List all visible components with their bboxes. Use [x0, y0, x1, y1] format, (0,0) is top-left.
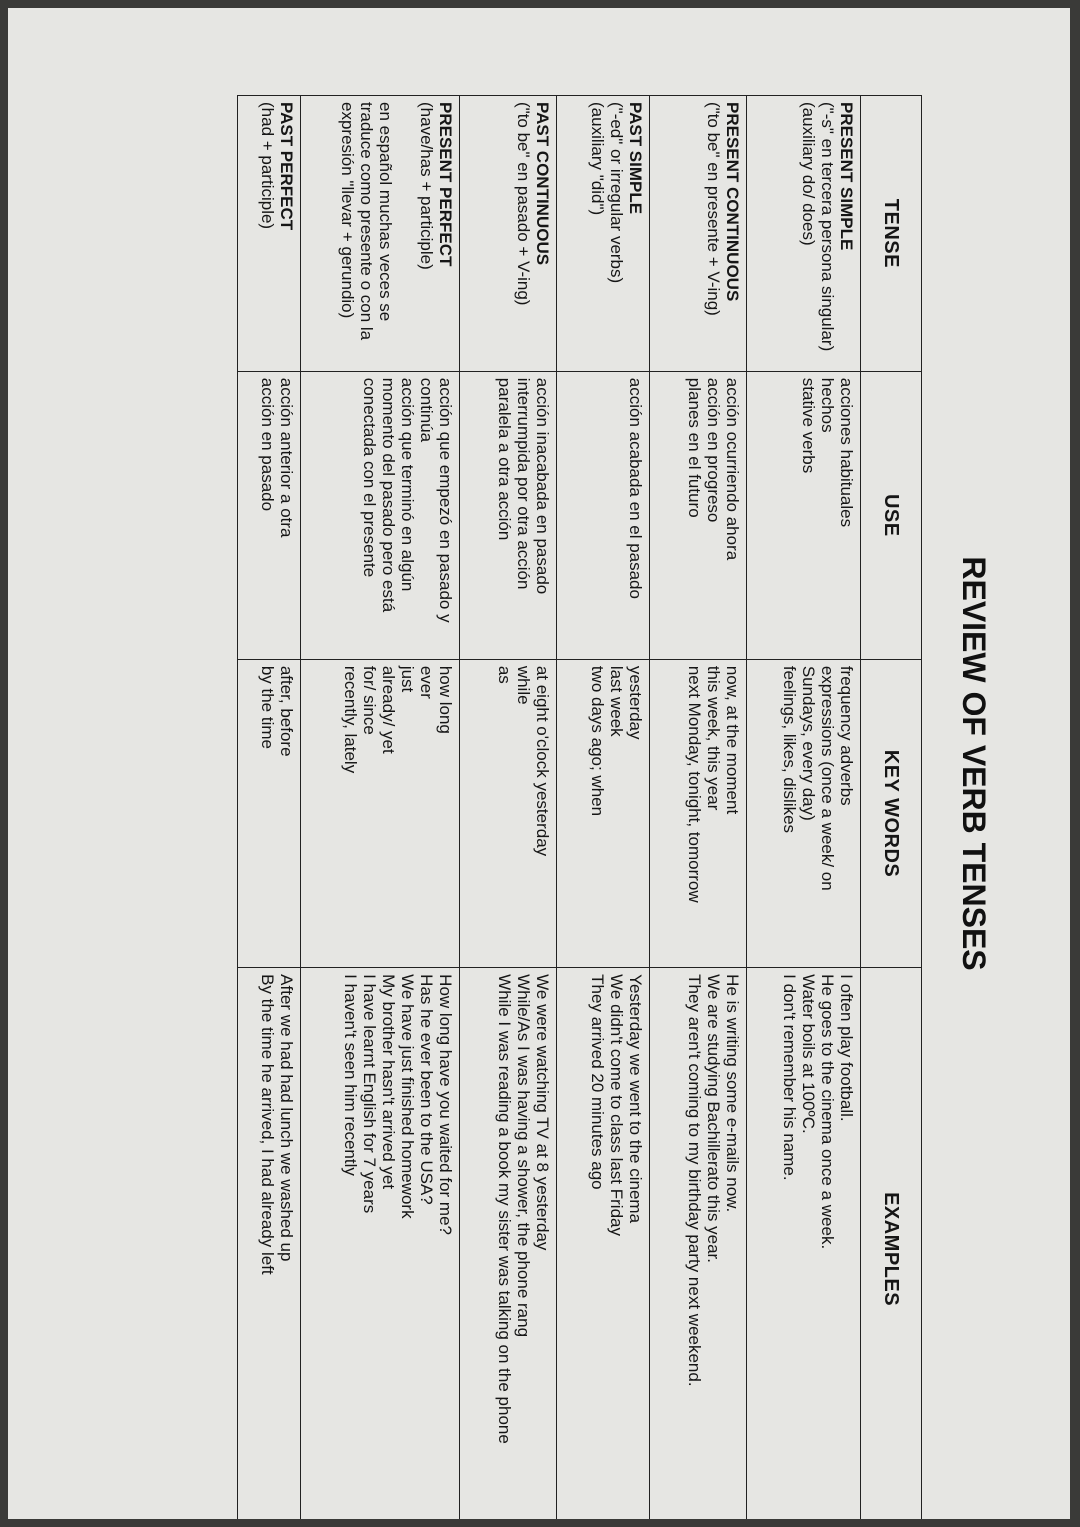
- example-line: He goes to the cinema once a week.: [818, 974, 837, 1250]
- key-word-line: next Monday, tonight, tomorrow: [685, 665, 704, 903]
- use-line: interrumpida por otra acción: [514, 377, 533, 590]
- examples-cell: [238, 968, 301, 1519]
- use-line: planes en el futuro: [685, 377, 704, 518]
- tense-cell: [301, 96, 460, 372]
- key-word-line: as: [495, 665, 514, 684]
- tense-note: (auxiliary do/ does): [799, 102, 818, 246]
- use-line: paralela a otra acción: [495, 377, 514, 541]
- tense-extra-note: en español muchas veces se traduce como presente o con la expresión "llevar + gerundio): [338, 102, 395, 341]
- use-line: acción anterior a otra: [277, 377, 296, 538]
- tense-cell: [557, 96, 650, 372]
- use-line: acción en progreso: [704, 377, 723, 523]
- key-word-line: just: [398, 665, 417, 693]
- key-word-line: how long: [436, 665, 455, 734]
- key-word-line: expressions (once a week/ on Sundays, every day): [799, 665, 837, 891]
- example-line: My brother hasn't arrived yet: [379, 974, 398, 1190]
- tense-cell: [650, 96, 747, 372]
- header-key-words: KEY WORDS: [861, 659, 922, 967]
- use-cell: [650, 371, 747, 659]
- key-word-line: while: [514, 665, 533, 705]
- tense-note: ("-ed" or irregular verbs): [607, 102, 626, 284]
- key-word-line: feelings, likes, dislikes: [780, 665, 799, 834]
- use-cell: [238, 371, 301, 659]
- table-row: [238, 96, 301, 1520]
- example-line: I don't remember his name.: [780, 974, 799, 1181]
- table-row: [650, 96, 747, 1520]
- key-word-line: already/ yet: [379, 665, 398, 754]
- tense-note: ("to be" en pasado + V-ing): [514, 102, 533, 306]
- tense-note: (had + participle): [258, 102, 277, 230]
- table-row: [747, 96, 861, 1520]
- tense-note: (auxiliary "did"): [588, 102, 607, 216]
- use-cell: [747, 371, 861, 659]
- key-word-line: ever: [417, 665, 436, 699]
- examples-cell: [557, 968, 650, 1519]
- example-line: We were watching TV at 8 yesterday: [533, 974, 552, 1251]
- key-word-line: two days ago; when: [588, 665, 607, 817]
- header-tense: TENSE: [861, 96, 922, 372]
- key-words-cell: [747, 659, 861, 967]
- tense-name: PAST SIMPLE: [626, 102, 645, 215]
- example-line: They arrived 20 minutes ago: [588, 974, 607, 1190]
- table-row: [301, 96, 460, 1520]
- examples-cell: [650, 968, 747, 1519]
- use-line: acción en pasado: [258, 377, 277, 512]
- key-words-cell: [238, 659, 301, 967]
- verb-tenses-table: [237, 95, 922, 1519]
- table-row: [460, 96, 557, 1520]
- key-words-cell: [460, 659, 557, 967]
- tense-cell: [747, 96, 861, 372]
- example-line: Yesterday we went to the cinema: [626, 974, 645, 1224]
- header-examples: EXAMPLES: [861, 968, 922, 1519]
- tense-name: PRESENT CONTINUOUS: [723, 102, 742, 302]
- example-line: We have just finished homework: [398, 974, 417, 1219]
- header-use: USE: [861, 371, 922, 659]
- key-word-line: this week, this year: [704, 665, 723, 811]
- table-header-row: [861, 96, 922, 1520]
- key-word-line: now, at the moment: [723, 665, 742, 815]
- key-word-line: recently, lately: [341, 665, 360, 774]
- example-line: While/As I was having a shower, the phone rang: [514, 974, 533, 1338]
- use-cell: [460, 371, 557, 659]
- key-word-line: frequency adverbs: [837, 665, 856, 806]
- key-word-line: for/ since: [360, 665, 379, 735]
- examples-cell: [460, 968, 557, 1519]
- example-line: While I was reading a book my sister was talking on the phone: [495, 974, 514, 1444]
- example-line: After we had had lunch we washed up: [277, 974, 296, 1262]
- tense-note: ("-s" en tercera persona singular): [818, 102, 837, 352]
- example-line: I have learnt English for 7 years: [360, 974, 379, 1214]
- use-line: stative verbs: [799, 377, 818, 474]
- examples-cell: [747, 968, 861, 1519]
- example-line: We didn't come to class last Friday: [607, 974, 626, 1236]
- tense-note: ("to be" en presente + V-ing): [704, 102, 723, 316]
- rotated-page: [8, 8, 1070, 1519]
- use-line: acción inacabada en pasado: [533, 377, 552, 595]
- tense-name: PAST PERFECT: [277, 102, 296, 231]
- key-word-line: by the time: [258, 665, 277, 749]
- key-word-line: after, before: [277, 665, 296, 757]
- key-word-line: last week: [607, 665, 626, 737]
- key-word-line: yesterday: [626, 665, 645, 740]
- key-words-cell: [557, 659, 650, 967]
- use-line: hechos: [818, 377, 837, 433]
- tense-cell: [460, 96, 557, 372]
- tense-name: PRESENT PERFECT: [436, 102, 455, 267]
- key-word-line: at eight o'clock yesterday: [533, 665, 552, 857]
- example-line: I haven't seen him recently: [341, 974, 360, 1176]
- example-line: We are studying Bachillerato this year.: [704, 974, 723, 1264]
- paper-sheet: [8, 8, 1070, 1519]
- key-words-cell: [650, 659, 747, 967]
- page-title: REVIEW OF VERB TENSES: [956, 556, 992, 971]
- example-line: How long have you waited for me?: [436, 974, 455, 1235]
- use-cell: [301, 371, 460, 659]
- example-line: Has he ever been to the USA?: [417, 974, 436, 1205]
- example-line: I often play football.: [837, 974, 856, 1122]
- example-line: They aren't coming to my birthday party next weekend.: [685, 974, 704, 1387]
- use-line: acción acabada en el pasado: [626, 377, 645, 599]
- tense-name: PAST CONTINUOUS: [533, 102, 552, 266]
- use-line: acción que empezó en pasado y continúa: [417, 377, 455, 623]
- use-cell: [557, 371, 650, 659]
- tense-cell: [238, 96, 301, 372]
- use-line: acción que terminó en algún momento del pasado pero está conectada con el presente: [360, 377, 417, 613]
- example-line: Water boils at 100ºC.: [799, 974, 818, 1134]
- use-line: acción ocurriendo ahora: [723, 377, 742, 561]
- table-row: [557, 96, 650, 1520]
- key-words-cell: [301, 659, 460, 967]
- example-line: By the time he arrived, I had already left: [258, 974, 277, 1275]
- tense-name: PRESENT SIMPLE: [837, 102, 856, 251]
- examples-cell: [301, 968, 460, 1519]
- example-line: He is writing some e-mails now.: [723, 974, 742, 1213]
- tense-note: (have/has + participle): [417, 102, 436, 270]
- use-line: acciones habituales: [837, 377, 856, 528]
